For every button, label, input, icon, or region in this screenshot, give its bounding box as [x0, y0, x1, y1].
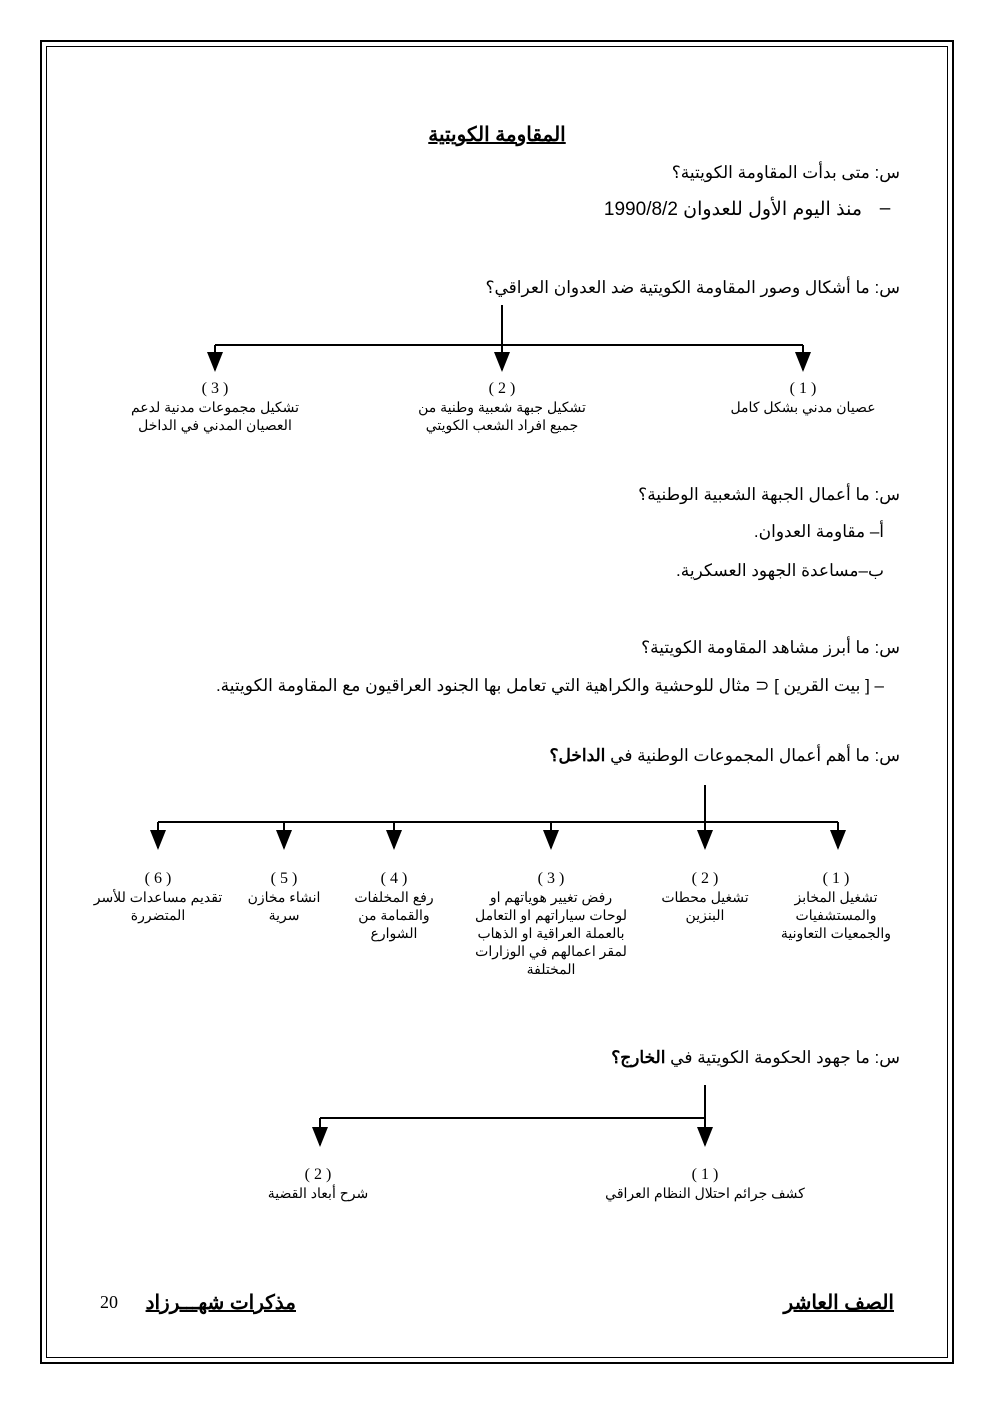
node-text: بالعملة العراقية او الذهاب [477, 925, 625, 941]
node-text: تشكيل مجموعات مدنية لدعم [130, 399, 300, 415]
question-3: س: ما أعمال الجبهة الشعبية الوطنية؟ [638, 485, 900, 504]
node-number: ( 1 ) [691, 1166, 719, 1183]
tree-node [131, 380, 299, 434]
node-text: المختلفة [526, 961, 576, 977]
node-number: ( 3 ) [537, 870, 565, 887]
tree-node [475, 870, 627, 978]
answer-1: منذ اليوم الأول للعدوان 1990/8/2 [603, 199, 862, 220]
question-6: س: ما جهود الحكومة الكويتية في الخارج؟ [611, 1048, 900, 1067]
node-text: رفض تغيير هوياتهم او [489, 889, 613, 905]
tree-node [354, 870, 433, 942]
node-number: ( 2 ) [488, 380, 516, 397]
node-number: ( 1 ) [789, 380, 817, 397]
question-5: س: ما أهم أعمال المجموعات الوطنية في الداخل؟ [549, 746, 900, 765]
question-4: س: ما أبرز مشاهد المقاومة الكويتية؟ [641, 638, 900, 657]
node-text: سرية [268, 907, 300, 923]
tree-node [94, 870, 222, 924]
node-number: ( 3 ) [201, 380, 229, 397]
node-text: تشغيل المخابز [794, 889, 878, 905]
node-number: ( 4 ) [380, 870, 408, 887]
node-number: ( 6 ) [144, 870, 172, 887]
question-2: س: ما أشكال وصور المقاومة الكويتية ضد العدوان العراقي؟ [485, 278, 900, 297]
node-text: تقديم مساعدات للأسر [93, 889, 223, 905]
node-text: المتضررة [130, 907, 186, 923]
node-text: عصيان مدني بشكل كامل [730, 399, 876, 415]
answer-3b: ب–مساعدة الجهود العسكرية. [675, 561, 884, 580]
tree-node [268, 1166, 368, 1202]
question-1: س: متى بدأت المقاومة الكويتية؟ [671, 163, 900, 182]
tree-node [730, 380, 875, 416]
node-text: رفع المخلفات [354, 889, 434, 905]
tree-node [418, 380, 586, 434]
page-number: 20 [100, 1292, 118, 1312]
node-text: جميع افراد الشعب الكويتي [425, 417, 579, 433]
node-text: البنزين [685, 907, 725, 923]
node-text: كشف جرائم احتلال النظام العراقي [605, 1185, 805, 1201]
node-text: والقمامة من [358, 907, 430, 923]
answer-4: – [ بيت القرين ] ⊂ مثال للوحشية والكراهية التي تعامل بها الجنود العراقيون مع المقاومة الكويتية. [215, 676, 884, 695]
node-text: والجمعيات التعاونية [780, 925, 892, 941]
page-title: المقاومة الكويتية [428, 124, 566, 146]
bullet: – [879, 198, 891, 219]
node-number: ( 2 ) [304, 1166, 332, 1183]
tree-node [605, 1166, 805, 1202]
node-text: والمستشفيات [795, 907, 877, 923]
node-text: تشكيل جبهة شعبية وطنية من [418, 399, 586, 415]
tree-node [248, 870, 321, 924]
answer-3a: أ– مقاومة العدوان. [753, 522, 884, 541]
node-text: العصيان المدني في الداخل [138, 417, 292, 433]
tree-node [781, 870, 891, 942]
node-text: انشاء مخازن [247, 889, 321, 905]
tree-node [661, 870, 748, 924]
node-text: لوحات سياراتهم او التعامل [475, 907, 627, 923]
node-number: ( 2 ) [691, 870, 719, 887]
node-text: الشوارع [370, 925, 418, 941]
node-text: تشغيل محطات [661, 889, 749, 905]
footer-book: مذكرات شهـــرزاد [145, 1292, 296, 1314]
node-number: ( 5 ) [270, 870, 298, 887]
footer-grade: الصف العاشر [783, 1292, 894, 1314]
node-text: لمقر اعمالهم في الوزارات [475, 943, 627, 959]
node-text: شرح أبعاد القضية [267, 1185, 369, 1201]
node-number: ( 1 ) [822, 870, 850, 887]
